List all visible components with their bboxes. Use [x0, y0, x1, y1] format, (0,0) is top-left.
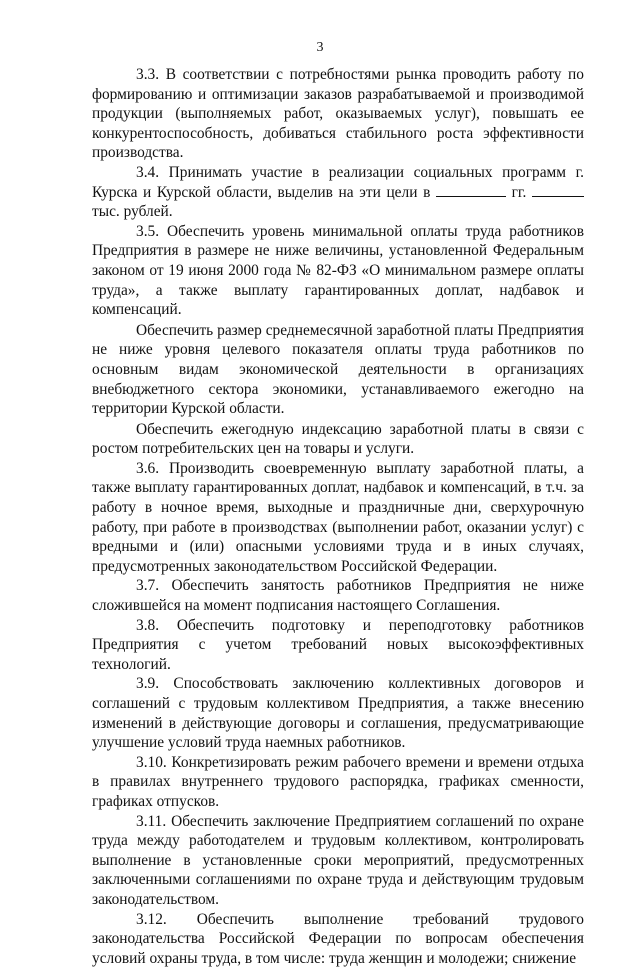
clause-3-8: 3.8. Обеспечить подготовку и переподготовку работников Предприятия с учетом требований новых высокоэффективных технологий.: [92, 616, 584, 673]
clause-3-4: [92, 163, 584, 222]
blank-amount-field: [532, 183, 584, 197]
clause-3-10: 3.10. Конкретизировать режим рабочего времени и времени отдыха в правилах внутреннего трудового распорядка, графиках сменности, графиках отпусков.: [92, 753, 584, 810]
clause-3-5-indexation: Обеспечить ежегодную индексацию заработной платы в связи с ростом потребительских цен на товары и услуги.: [92, 420, 584, 458]
clause-3-4-years: гг.: [505, 183, 532, 201]
clause-3-5: 3.5. Обеспечить уровень минимальной оплаты труда работников Предприятия в размере не ниже величины, установленной Федеральным законом от 19 июня 2000 года № 82-ФЗ «О минимальном размере оплаты труда», а также выплату гарантированных доплат, надбавок и компенсаций.: [92, 222, 584, 319]
clause-3-4-text: 3.4. Принимать участие в реализации социальных программ г. Курска и Курской области, выделив на эти цели в: [92, 163, 584, 201]
clause-3-4-amount: тыс. рублей.: [92, 203, 173, 221]
clause-3-9: 3.9. Способствовать заключению коллективных договоров и соглашений с трудовым коллективом Предприятия, а также внесению изменений в действующие договоры и соглашения, предусматривающие улучшение условий труда наемных работников.: [92, 675, 584, 752]
clause-3-3: 3.3. В соответствии с потребностями рынка проводить работу по формированию и оптимизации заказов разрабатываемой и производимой продукции (выполняемых работ, оказываемых услуг), повышать ее конкурентоспособность, добиваться стабильного роста эффективности производства.: [92, 66, 584, 162]
clause-3-6: 3.6. Производить своевременную выплату заработной платы, а также выплату гарантированных доплат, надбавок и компенсаций, в т.ч. за работу в ночное время, выходные и праздничные дни, сверхурочную работу, при работе в производствах (выполнении работ, оказании услуг) с вредными и (или) опасными условиями труда и в иных случаях, предусмотренных законодательством Российской Федерации.: [92, 459, 584, 575]
clause-3-11: 3.11. Обеспечить заключение Предприятием соглашений по охране труда между работодателем и трудовым коллективом, контролировать выполнение в установленные сроки мероприятий, предусмотренных заключенными соглашениями по охране труда и действующим трудовым законодательством.: [92, 812, 584, 908]
clause-3-5-salary: Обеспечить размер среднемесячной заработной платы Предприятия не ниже уровня целевого показателя оплаты труда работников по основным видам экономической деятельности в организациях внебюджетного сектора экономики, устанавливаемого ежегодно на территории Курской области.: [92, 321, 584, 418]
document-body: [92, 65, 584, 968]
clause-3-7: 3.7. Обеспечить занятость работников Предприятия не ниже сложившейся на момент подписания настоящего Соглашения.: [92, 577, 584, 615]
page-number: 3: [316, 40, 324, 55]
blank-years-field: [436, 183, 506, 197]
clause-3-12: 3.12. Обеспечить выполнение требований трудового законодательства Российской Федерации по вопросам обеспечения условий охраны труда, в том числе: труда женщин и молодежи; снижение: [92, 910, 584, 967]
